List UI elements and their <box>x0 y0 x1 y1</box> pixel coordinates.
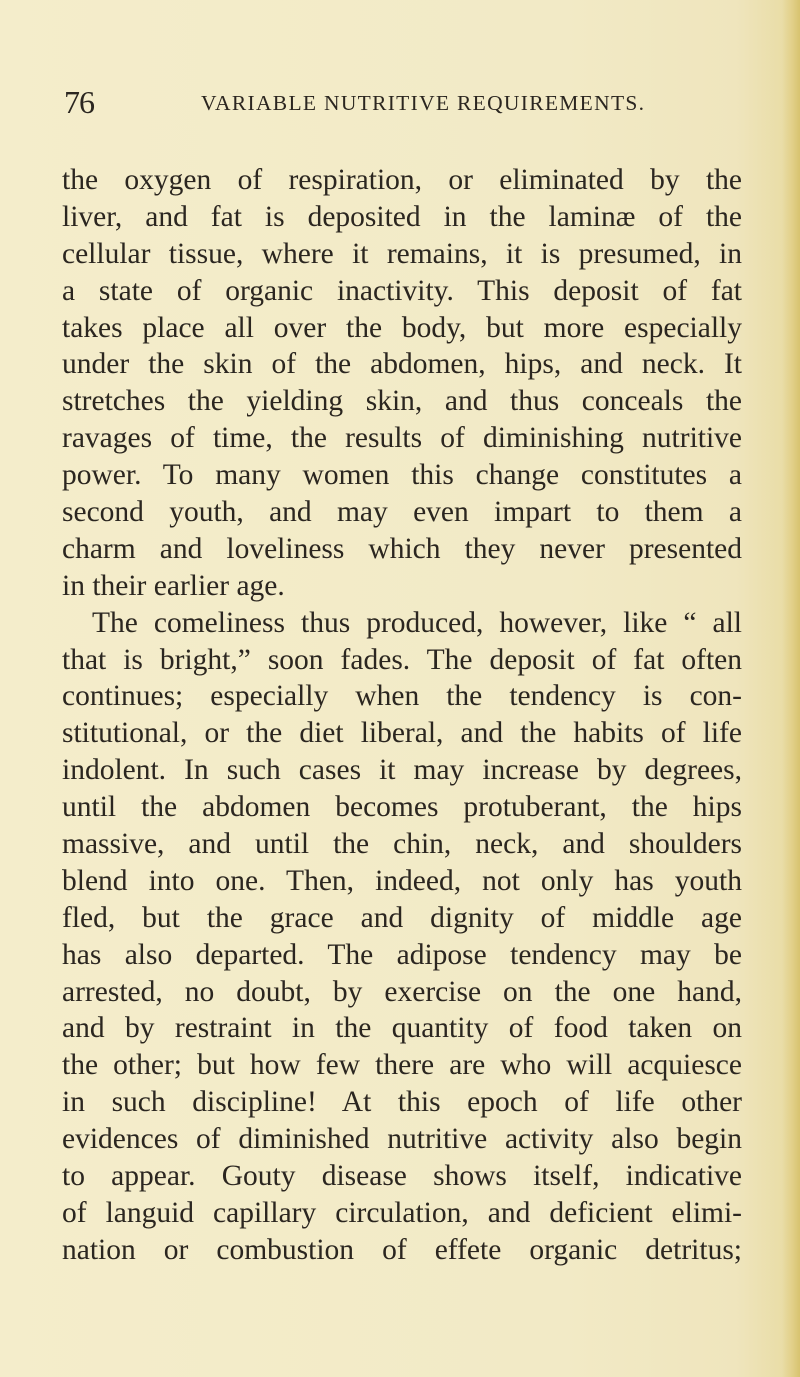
page-header <box>64 84 734 120</box>
text-line: charm and loveliness which they never presented <box>62 532 742 565</box>
page-number: 76 <box>64 84 94 120</box>
text-line: the other; but how few there are who will acquiesce <box>62 1049 742 1082</box>
text-line: second youth, and may even impart to them a <box>62 496 742 529</box>
text-line: arrested, no doubt, by exercise on the one hand, <box>62 975 742 1008</box>
text-line: indolent. In such cases it may increase by degrees, <box>62 754 742 787</box>
text-line: massive, and until the chin, neck, and shoulders <box>62 828 742 861</box>
text-line: the oxygen of respiration, or eliminated by the <box>62 164 742 196</box>
text-line: has also departed. The adipose tendency may be <box>62 938 742 971</box>
text-line: continues; especially when the tendency is con- <box>62 680 742 713</box>
text-line: cellular tissue, where it remains, it is presumed, in <box>62 237 742 270</box>
text-line: liver, and fat is deposited in the laminæ of the <box>62 200 742 233</box>
text-line: power. To many women this change constitutes a <box>62 459 742 492</box>
text-line: that is bright,” soon fades. The deposit of fat often <box>62 643 742 676</box>
text-line: in such discipline! At this epoch of life other <box>62 1086 742 1119</box>
text-line: stretches the yielding skin, and thus conceals the <box>62 385 742 418</box>
text-line: a state of organic inactivity. This deposit of fat <box>62 274 742 307</box>
text-line: blend into one. Then, indeed, not only has youth <box>62 864 742 897</box>
body-text <box>62 162 742 1269</box>
text-line: and by restraint in the quantity of food taken on <box>62 1012 742 1045</box>
text-line: ravages of time, the results of diminishing nutritive <box>62 422 742 455</box>
text-line: until the abdomen becomes protuberant, the hips <box>62 791 742 824</box>
paragraph-end-line: in their earlier age. <box>62 569 285 602</box>
page-edge-shadow <box>782 0 800 1377</box>
text-line: stitutional, or the diet liberal, and the habits of life <box>62 717 742 750</box>
text-line: under the skin of the abdomen, hips, and neck. It <box>62 348 742 381</box>
text-line: evidences of diminished nutritive activity also begin <box>62 1123 742 1156</box>
running-head: VARIABLE NUTRITIVE REQUIREMENTS. <box>201 91 646 115</box>
paragraph-start-line: The comeliness thus produced, however, like “ all <box>92 606 742 639</box>
text-line: takes place all over the body, but more especially <box>62 311 742 344</box>
text-line: fled, but the grace and dignity of middle age <box>62 901 742 934</box>
text-line: to appear. Gouty disease shows itself, indicative <box>62 1160 742 1193</box>
text-line: nation or combustion of effete organic detritus; <box>62 1233 742 1266</box>
text-line: of languid capillary circulation, and deficient elimi- <box>62 1196 742 1229</box>
